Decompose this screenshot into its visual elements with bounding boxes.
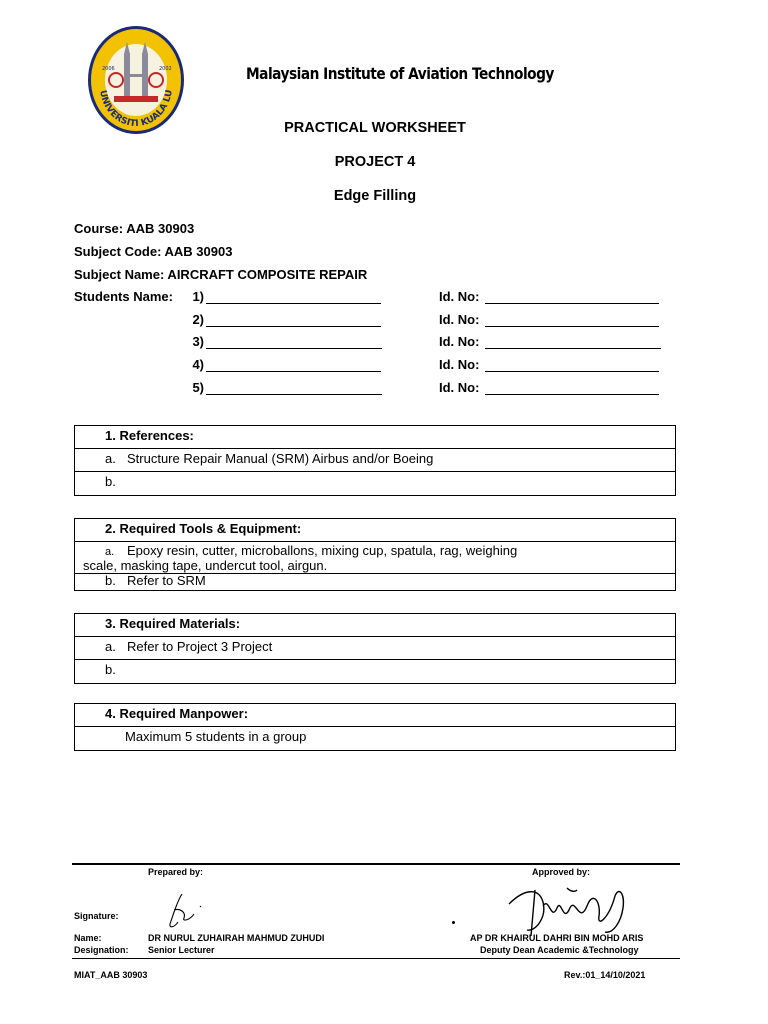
manpower-heading: 4. Required Manpower: [75, 704, 675, 727]
revision-info: Rev.:01_14/10/2021 [564, 970, 646, 980]
approver-designation: Deputy Dean Academic &Technology [480, 945, 639, 955]
student-number: 4) [192, 357, 204, 372]
project-topic: Edge Filling [333, 188, 417, 204]
item-text-line1: Epoxy resin, cutter, microballons, mixing cup, spatula, rag, weighing [127, 543, 518, 558]
references-box [74, 425, 676, 496]
prepared-by-label: Prepared by: [148, 867, 204, 877]
material-item [75, 660, 675, 683]
id-number-field[interactable] [485, 357, 659, 372]
course-line: Course: AAB 30903 [74, 221, 195, 236]
svg-text:UNIVERSITI KUALA LUMPUR: UNIVERSITI KUALA LU [97, 89, 175, 130]
student-number: 1) [192, 289, 204, 304]
dot-mark [452, 921, 455, 924]
reference-item [75, 472, 675, 495]
item-letter: a. [105, 639, 116, 654]
students-name-label: Students Name: [74, 289, 173, 304]
name-label: Name: [74, 933, 102, 943]
references-heading: 1. References: [75, 426, 675, 449]
item-text-line2: scale, masking tape, undercut tool, airgun. [83, 558, 328, 573]
preparer-designation: Senior Lecturer [148, 945, 215, 955]
student-name-field[interactable] [206, 380, 382, 395]
materials-heading: 3. Required Materials: [75, 614, 675, 637]
subject-name-line: Subject Name: AIRCRAFT COMPOSITE REPAIR [74, 267, 368, 282]
item-letter: b. [105, 474, 116, 489]
id-number-field[interactable] [485, 334, 661, 349]
subject-code-line: Subject Code: AAB 30903 [74, 244, 233, 259]
student-name-field[interactable] [206, 334, 382, 349]
student-number: 5) [192, 380, 204, 395]
student-number: 2) [192, 312, 204, 327]
signature-label: Signature: [74, 911, 119, 921]
id-label: Id. No: [439, 289, 480, 304]
id-number-field[interactable] [485, 289, 659, 304]
tools-item-b [75, 574, 675, 590]
student-row-5 [74, 380, 694, 398]
svg-text:2006: 2006 [102, 66, 115, 72]
item-text: Refer to SRM [127, 573, 206, 588]
material-item [75, 637, 675, 660]
student-row-1 [74, 289, 694, 307]
tools-heading: 2. Required Tools & Equipment: [75, 519, 675, 542]
id-label: Id. No: [439, 357, 480, 372]
footer-top-rule [72, 863, 680, 865]
id-label: Id. No: [439, 312, 480, 327]
student-row-2 [74, 312, 694, 330]
id-number-field[interactable] [485, 312, 659, 327]
approver-name: AP DR KHAIRUL DAHRI BIN MOHD ARIS [470, 933, 644, 943]
item-letter: b. [105, 573, 116, 588]
preparer-signature [160, 890, 210, 937]
item-letter: b. [105, 662, 116, 677]
worksheet-title: PRACTICAL WORKSHEET [284, 120, 466, 136]
id-label: Id. No: [439, 334, 480, 349]
document-code: MIAT_AAB 30903 [74, 970, 148, 980]
approved-by-label: Approved by: [532, 867, 591, 877]
svg-text:2002: 2002 [159, 66, 172, 72]
designation-label: Designation: [74, 945, 129, 955]
institute-name: Malaysian Institute of Aviation Technology [246, 64, 554, 83]
preparer-name: DR NURUL ZUHAIRAH MAHMUD ZUHUDI [148, 933, 325, 943]
student-row-4 [74, 357, 694, 375]
student-name-field[interactable] [206, 289, 381, 304]
project-number: PROJECT 4 [334, 154, 416, 170]
item-text: Refer to Project 3 Project [127, 639, 273, 654]
student-number: 3) [192, 334, 204, 349]
reference-item [75, 449, 675, 472]
student-name-field[interactable] [206, 312, 381, 327]
student-row-3 [74, 334, 694, 352]
footer-bottom-rule [72, 958, 680, 959]
item-letter: a. [105, 451, 116, 466]
tools-item-a [75, 542, 675, 574]
student-name-field[interactable] [206, 357, 381, 372]
manpower-text: Maximum 5 students in a group [125, 729, 307, 744]
item-letter: a. [105, 546, 115, 558]
tools-box [74, 518, 676, 591]
id-number-field[interactable] [485, 380, 659, 395]
manpower-box [74, 703, 676, 751]
id-label: Id. No: [439, 380, 480, 395]
materials-box [74, 613, 676, 684]
item-text: Structure Repair Manual (SRM) Airbus and/or Boeing [127, 451, 434, 466]
